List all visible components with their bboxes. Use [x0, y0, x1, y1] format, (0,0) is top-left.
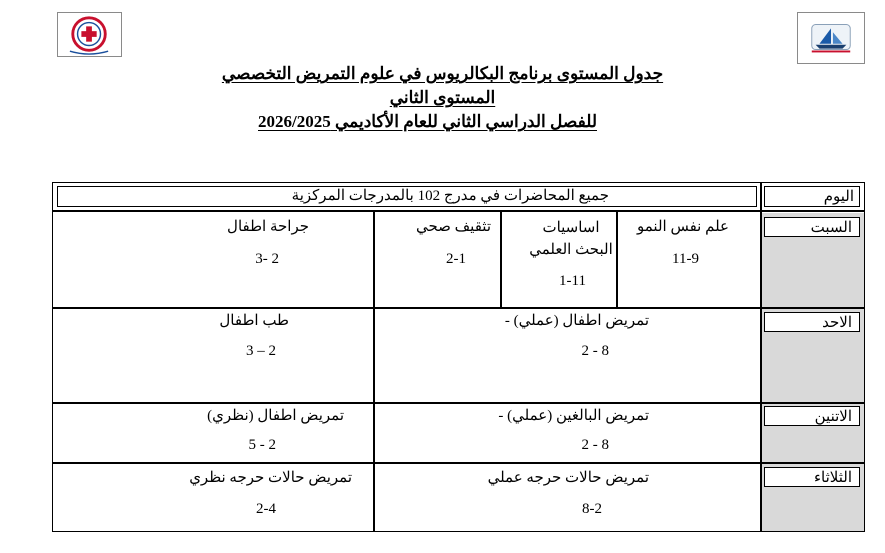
sunday-slot-2-course: طب اطفال — [219, 313, 289, 329]
tuesday-slot-1-time: 8-2 — [582, 501, 602, 517]
saturday-slot-4-course: جراحة اطفال — [227, 219, 309, 235]
half-column-divider — [373, 210, 375, 531]
sunday-slot-1-course: تمريض اطفال (عملي) - — [504, 313, 649, 329]
row-divider-3 — [53, 462, 864, 464]
tuesday-slot-2-time: 2-4 — [256, 501, 276, 517]
sunday-slot-2-time: 2 – 3 — [246, 343, 276, 359]
day-saturday: السبت — [810, 220, 852, 236]
monday-slot-1-time: 8 - 2 — [581, 437, 609, 453]
day-header: اليوم — [823, 189, 854, 205]
monday-slot-1-course: تمريض البالغين (عملي) - — [498, 408, 649, 424]
faculty-logo — [797, 12, 865, 64]
saturday-divider-a — [500, 210, 502, 308]
saturday-slot-1-time: 11-9 — [672, 251, 699, 267]
row-divider-1 — [53, 307, 864, 309]
faculty-ship-emblem-icon — [798, 13, 864, 63]
saturday-slot-2-time: 1-11 — [559, 273, 586, 289]
university-nursing-emblem-icon — [58, 13, 121, 56]
saturday-slot-3-course: تثقيف صحي — [415, 219, 491, 235]
monday-slot-2-time: 2 - 5 — [248, 437, 276, 453]
saturday-slot-1-course: علم نفس النمو — [637, 219, 729, 235]
tuesday-slot-1-course: تمريض حالات حرجه عملي — [487, 470, 649, 486]
sunday-slot-1-time: 8 - 2 — [581, 343, 609, 359]
university-logo — [57, 12, 122, 57]
monday-slot-2-course: تمريض اطفال (نظري) — [207, 408, 344, 424]
lecture-hall-note: جميع المحاضرات في مدرج 102 بالمدرجات المركزية — [291, 188, 609, 204]
schedule-title: جدول المستوى برنامج البكالريوس في علوم التمريض التخصصي — [221, 64, 664, 83]
header-divider — [53, 210, 864, 212]
timetable — [52, 182, 865, 532]
saturday-slot-2-course: اساسيات البحث العلمي — [529, 220, 613, 258]
saturday-slot-3-time: 2-1 — [446, 251, 466, 267]
row-divider-2 — [53, 402, 864, 404]
semester-title: للفصل الدراسي الثاني للعام الأكاديمي 2026/2025 — [258, 112, 597, 131]
day-monday: الاتنين — [814, 409, 852, 425]
level-title: المستوى الثاني — [389, 88, 496, 107]
saturday-divider-b — [616, 210, 618, 308]
day-column-divider — [760, 183, 762, 531]
day-tuesday: الثلاثاء — [813, 470, 852, 486]
day-sunday: الاحد — [822, 315, 852, 331]
tuesday-slot-2-course: تمريض حالات حرجه نظري — [189, 470, 352, 486]
saturday-slot-4-time: 2 -3 — [255, 251, 279, 267]
